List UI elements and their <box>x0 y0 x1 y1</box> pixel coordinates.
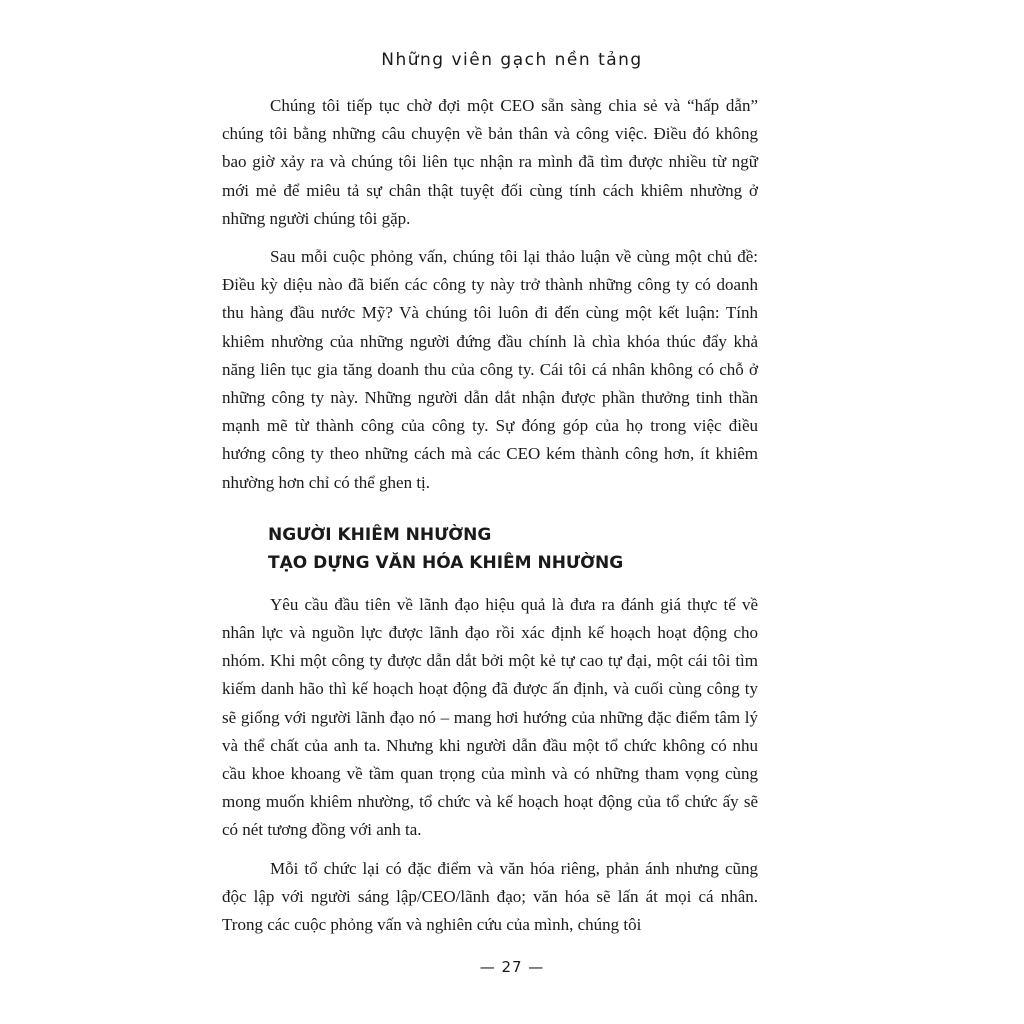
paragraph-3: Yêu cầu đầu tiên về lãnh đạo hiệu quả là đưa ra đánh giá thực tế về nhân lực và nguồn lực được lãnh đạo rồi xác định kế hoạch hoạt động cho nhóm. Khi một công ty được dẫn dắt bởi một kẻ tự cao tự đại, một cái tôi tìm kiếm danh hão thì kế hoạch hoạt động đã được ấn định, và cuối cùng công ty sẽ giống với người lãnh đạo nó – mang hơi hướng của những đặc điểm tâm lý và thể chất của anh ta. Nhưng khi người dẫn đầu một tổ chức không có nhu cầu khoe khoang về tầm quan trọng của mình và có những tham vọng cùng mong muốn khiêm nhường, tổ chức và kế hoạch hoạt động của tổ chức ấy sẽ có nét tương đồng với anh ta. <box>222 594 758 840</box>
page-body <box>222 92 758 949</box>
section-heading <box>268 521 758 577</box>
page-number: — 27 — <box>479 958 545 976</box>
paragraph-2: Sau mỗi cuộc phỏng vấn, chúng tôi lại thảo luận về cùng một chủ đề: Điều kỳ diệu nào đã biến các công ty này trở thành những công ty có doanh thu hàng đầu nước Mỹ? Và chúng tôi luôn đi đến cùng một kết luận: Tính khiêm nhường của những người đứng đầu chính là chìa khóa thúc đẩy khả năng liên tục gia tăng doanh thu của công ty. Cái tôi cá nhân không có chỗ ở những công ty này. Những người dẫn dắt nhận được phần thưởng tinh thần mạnh mẽ từ thành công của công ty. Sự đóng góp của họ trong việc điều hướng công ty theo những cách mà các CEO kém thành công hơn, ít khiêm nhường hơn chỉ có thể ghen tị. <box>222 247 758 492</box>
section-heading-line-1: NGƯỜI KHIÊM NHƯỜNG <box>268 524 492 545</box>
running-head: Những viên gạch nền tảng <box>381 50 643 70</box>
paragraph-4: Mỗi tổ chức lại có đặc điểm và văn hóa riêng, phản ánh nhưng cũng độc lập với người sáng lập/CEO/lãnh đạo; văn hóa sẽ lấn át mọi cá nhân. Trong các cuộc phỏng vấn và nghiên cứu của mình, chúng tôi <box>222 858 758 935</box>
section-heading-line-2: TẠO DỰNG VĂN HÓA KHIÊM NHƯỜNG <box>268 552 624 573</box>
paragraph-1: Chúng tôi tiếp tục chờ đợi một CEO sẵn sàng chia sẻ và “hấp dẫn” chúng tôi bằng những câu chuyện về bản thân và công việc. Điều đó không bao giờ xảy ra và chúng tôi liên tục nhận ra mình đã tìm được nhiều từ ngữ mới mẻ để miêu tả sự chân thật tuyệt đối cùng tính cách khiêm nhường ở những người chúng tôi gặp. <box>222 96 758 228</box>
